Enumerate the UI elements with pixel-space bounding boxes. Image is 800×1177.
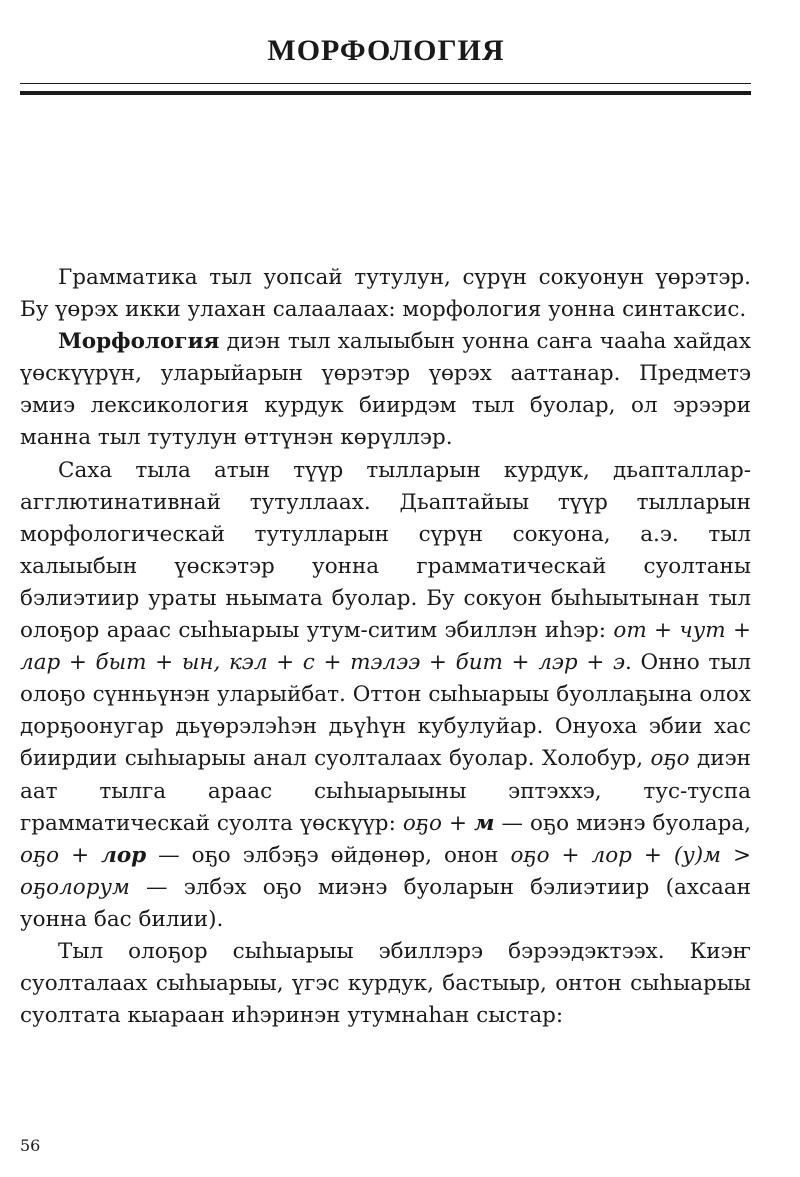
header-rule-thick [20, 91, 751, 95]
paragraph-4: Тыл олоҕор сыһыарыы эбиллэрэ бэрээдэктээх. Киэҥ суолталаах сыһыарыы, үгэс курдук, бастыыр, онтон сыһыарыы суолтата кыараан иһэринэн утумнаһан сыстар: [20, 938, 751, 1029]
example-suffix-lor: лор [101, 842, 147, 868]
page-number: 56 [20, 1136, 41, 1155]
example-affix-chain: от + чут + лар + быт + ын, кэл + с + тэлээ + бит + лэр + э [20, 618, 751, 676]
paragraph-3-plus-2: + [59, 842, 102, 868]
paragraph-3-text-2: . Онно тыл олоҕо сүнньүнэн уларыйбат. Оттон сыһыарыы буоллаҕына олох дорҕоонугар дьүөрэлэһэн дьүһүн кубулуйар. Онуоха эбии хас биирдии сыһыарыы анал суолталаах буолар. Холобур, [20, 650, 751, 772]
example-suffix-m: м [473, 810, 495, 836]
paragraph-1: Грамматика тыл уопсай тутулун, сүрүн сокуонун үөрэтэр. Бу үөрэх икки улахан салаалаах: морфология уонна синтаксис. [20, 265, 751, 323]
example-oho-lor-stem: оҕо [20, 842, 60, 868]
example-oho-m-stem: оҕо [402, 810, 442, 836]
example-oho: оҕо [650, 746, 690, 772]
paragraph-3 [20, 455, 751, 936]
paragraph-3-text-5: — оҕо элбэҕэ өйдөнөр, онон [146, 842, 511, 868]
paragraph-3-text-3: диэн аат тылга араас сыһыарыыны эптэххэ, тус-туспа грамматическай суолта үөскүүр: [20, 746, 751, 836]
chapter-title: МОРФОЛОГИЯ [267, 34, 505, 67]
paragraph-2 [20, 326, 751, 454]
term-morphology: Морфология [58, 329, 220, 355]
body-text [20, 262, 751, 1032]
paragraph-3-text-1: Саха тыла атын түүр тылларын курдук, дьапталлар-агглютинативнай тутуллаах. Дьаптайыы түүр тылларын морфологическай тутулларын сүрүн сокуона, а.э. тыл халыыбын үөскэтэр уонна грамматическай суолтаны бэлиэтиир ураты ньымата буолар. Бу сокуон быһыытынан тыл олоҕор араас сыһыарыы утум-ситим эбиллэн иһэр: [20, 457, 751, 644]
paragraph-3-text-4: — оҕо миэнэ буолара, [494, 810, 751, 836]
example-oholorum: оҕо + лор + (у)м > оҕолорум [20, 842, 751, 900]
paragraph-3-plus-1: + [441, 810, 474, 836]
paragraph-3-text-6: — элбэх оҕо миэнэ буоларын бэлиэтиир (ахсаан уонна бас билии). [20, 874, 751, 932]
header-rule-thin [20, 83, 751, 84]
paragraph-2-text: диэн тыл халыыбын уонна саҥа чааһа хайдах үөскүүрүн, уларыйарын үөрэтэр үөрэх ааттанар. Предметэ эмиэ лексикология курдук биирдэм тыл буолар, ол эрээри манна тыл тутулун өттүнэн көрүллэр. [20, 329, 751, 451]
